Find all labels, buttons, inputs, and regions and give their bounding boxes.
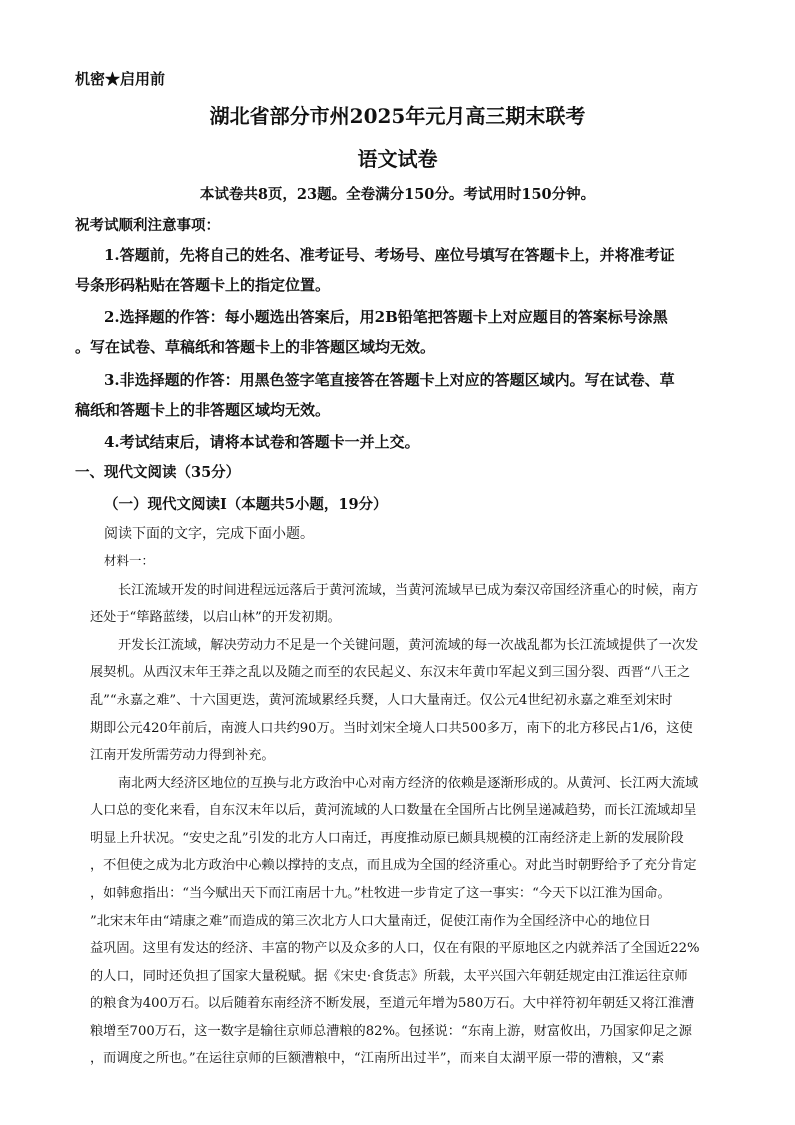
passage-line: 乱”“永嘉之难”、十六国更迭，黄河流域累经兵燹，人口大量南迁。仅公元4世纪初永嘉之难至刘宋时 [90, 693, 673, 708]
notice-line: 号条形码粘贴在答题卡上的指定位置。 [75, 276, 331, 294]
passage-line: 人口总的变化来看，自东汉末年以后，黄河流域的人口数量在全国所占比例呈递减趋势，而长江流域却呈 [90, 803, 697, 818]
passage-line: 明显上升状况。“安史之乱”引发的北方人口南迁，再度推动原已颇具规模的江南经济走上新的发展阶段 [90, 831, 684, 846]
notice-line: 1.答题前，先将自己的姓名、准考证号、考场号、座位号填写在答题卡上，并将准考证 [104, 246, 675, 264]
reading-instruction: 阅读下面的文字，完成下面小题。 [104, 526, 314, 542]
passage-line: 期即公元420年前后，南渡人口共约90万。当时刘宋全境人口共500多万，南下的北方移民占1/6，这使 [90, 721, 693, 736]
passage-line: 还处于“筚路蓝缕，以启山林”的开发初期。 [90, 610, 341, 625]
exam-info: 本试卷共8页，23题。全卷满分150分。考试用时150分钟。 [199, 186, 596, 203]
passage-line: 粮增至700万石，这一数字是输往京师总漕粮的82%。包拯说：“东南上游，财富攸出，乃国家仰足之源 [90, 1024, 692, 1039]
passage-line: ，而调度之所也。”在运往京师的巨额漕粮中，“江南所出过半”，而来自太湖平原一带的漕粮，又“素 [90, 1051, 665, 1066]
passage-line: 的人口，同时还负担了国家大量税赋。据《宋史·食货志》所载，太平兴国六年朝廷规定由江淮运往京师 [90, 969, 688, 984]
subsection-title: （一）现代文阅读Ⅰ（本题共5小题，19分） [104, 496, 388, 513]
notice-line: 稿纸和答题卡上的非答题区域均无效。 [75, 401, 331, 419]
notice-line: 2.选择题的作答：每小题选出答案后，用2B铅笔把答题卡上对应题目的答案标号涂黑 [104, 308, 668, 326]
notice-line: 3.非选择题的作答：用黑色签字笔直接答在答题卡上对应的答题区域内。写在试卷、草 [104, 371, 675, 389]
passage-line: 长江流域开发的时间进程远远落后于黄河流域，当黄河流域早已成为秦汉帝国经济重心的时候，南方 [118, 583, 699, 598]
passage-line: ”北宋末年由“靖康之难”而造成的第三次北方人口大量南迁，促使江南作为全国经济中心的地位日 [90, 914, 651, 929]
notice-line: 4.考试结束后，请将本试卷和答题卡一并上交。 [104, 433, 420, 451]
notice-heading: 祝考试顺利注意事项： [75, 217, 220, 234]
notice-line: 。写在试卷、草稿纸和答题卡上的非答题区域均无效。 [75, 338, 436, 356]
passage-line: 的粮食为400万石。以后随着东南经济不断发展，至道元年增为580万石。大中祥符初年朝廷又将江淮漕 [90, 996, 695, 1011]
passage-line: ，如韩愈指出：“当今赋出天下而江南居十九。”杜牧进一步肯定了这一事实：“今天下以江淮为国命。 [90, 886, 671, 901]
passage-line: 展契机。从西汉末年王莽之乱以及随之而至的农民起义、东汉末年黄巾军起义到三国分裂、西晋“八王之 [90, 665, 691, 680]
passage-line: 益巩固。这里有发达的经济、丰富的物产以及众多的人口，仅在有限的平原地区之内就养活了全国近22% [90, 941, 700, 956]
exam-title: 湖北省部分市州2025年元月高三期末联考 [209, 104, 586, 128]
passage-line: ，不但使之成为北方政治中心赖以撑持的支点，而且成为全国的经济重心。对此当时朝野给予了充分肯定 [90, 858, 697, 873]
confidential-label: 机密★启用前 [75, 70, 166, 88]
material-label: 材料一： [104, 553, 155, 568]
passage-line: 江南开发所需劳动力得到补充。 [90, 748, 275, 763]
passage-line: 南北两大经济区地位的互换与北方政治中心对南方经济的依赖是逐渐形成的。从黄河、长江两大流域 [118, 776, 699, 791]
exam-subtitle: 语文试卷 [357, 147, 438, 171]
passage-line: 开发长江流域，解决劳动力不足是一个关键问题，黄河流域的每一次战乱都为长江流域提供了一次发 [118, 638, 699, 653]
section-title: 一、现代文阅读（35分） [75, 464, 241, 481]
